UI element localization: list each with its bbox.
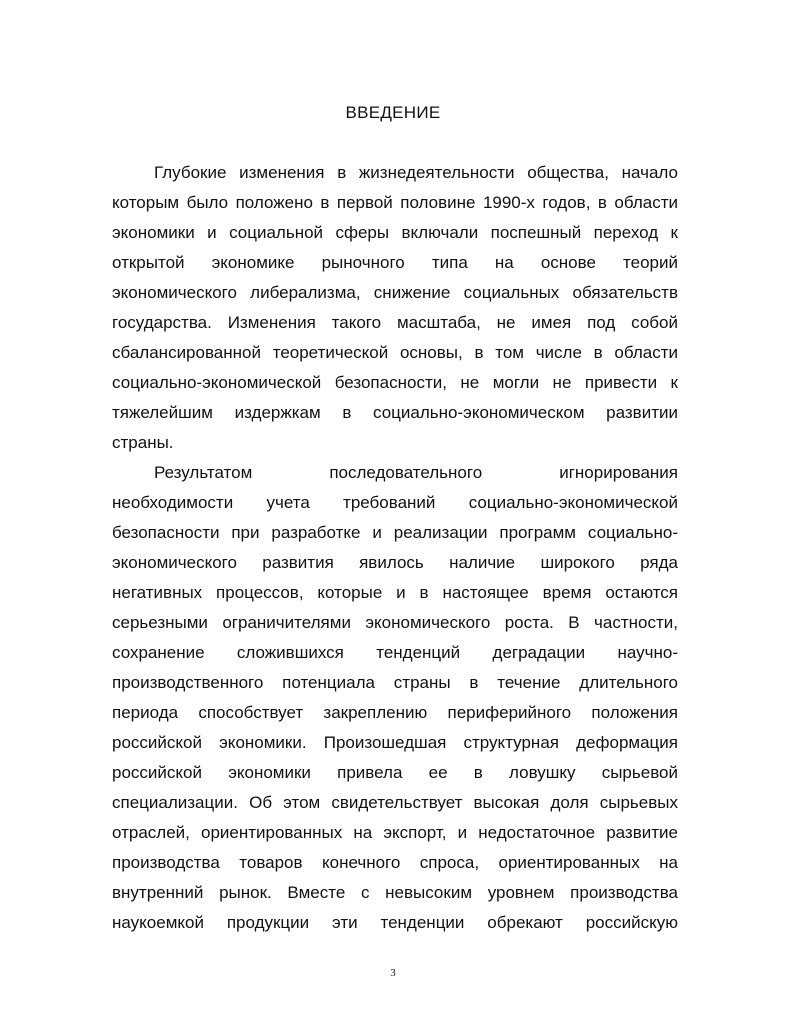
- page-title: ВВЕДЕНИЕ: [345, 103, 441, 122]
- text-line: специализации. Об этом свидетельствует высокая доля сырьевых: [112, 793, 678, 812]
- text-line: экономического либерализма, снижение социальных обязательств: [112, 283, 678, 302]
- text-line: отраслей, ориентированных на экспорт, и недостаточное развитие: [112, 823, 678, 842]
- text-line: негативных процессов, которые и в настоящее время остаются: [112, 583, 678, 602]
- text-line: государства. Изменения такого масштаба, не имея под собой: [112, 313, 678, 332]
- text-line: Глубокие изменения в жизнедеятельности общества, начало: [154, 163, 678, 182]
- text-line: Результатом последовательного игнорирования: [154, 463, 678, 482]
- text-line: необходимости учета требований социально-экономической: [112, 493, 678, 512]
- text-line: производства товаров конечного спроса, ориентированных на: [112, 853, 678, 872]
- text-line: российской экономики. Произошедшая структурная деформация: [112, 733, 678, 752]
- text-line: производственного потенциала страны в течение длительного: [112, 673, 678, 692]
- text-line: открытой экономике рыночного типа на основе теорий: [112, 253, 678, 272]
- text-line: тяжелейшим издержкам в социально-экономическом развитии: [112, 403, 678, 422]
- text-line: периода способствует закреплению периферийного положения: [112, 703, 678, 722]
- text-line: сохранение сложившихся тенденций деградации научно-: [112, 643, 678, 662]
- text-line: серьезными ограничителями экономического роста. В частности,: [112, 613, 678, 632]
- page-number: 3: [390, 967, 396, 979]
- text-line: страны.: [112, 433, 174, 452]
- text-line: социально-экономической безопасности, не могли не привести к: [112, 373, 678, 392]
- text-line: которым было положено в первой половине 1990-х годов, в области: [112, 193, 678, 212]
- text-line: экономического развития явилось наличие широкого ряда: [112, 553, 678, 572]
- text-line: российской экономики привела ее в ловушку сырьевой: [112, 763, 678, 782]
- text-line: экономики и социальной сферы включали поспешный переход к: [112, 223, 678, 242]
- text-line: сбалансированной теоретической основы, в том числе в области: [112, 343, 678, 362]
- text-line: наукоемкой продукции эти тенденции обрекают российскую: [112, 913, 678, 932]
- text-line: внутренний рынок. Вместе с невысоким уровнем производства: [112, 883, 678, 902]
- text-line: безопасности при разработке и реализации программ социально-: [112, 523, 678, 542]
- body-text: [112, 158, 678, 938]
